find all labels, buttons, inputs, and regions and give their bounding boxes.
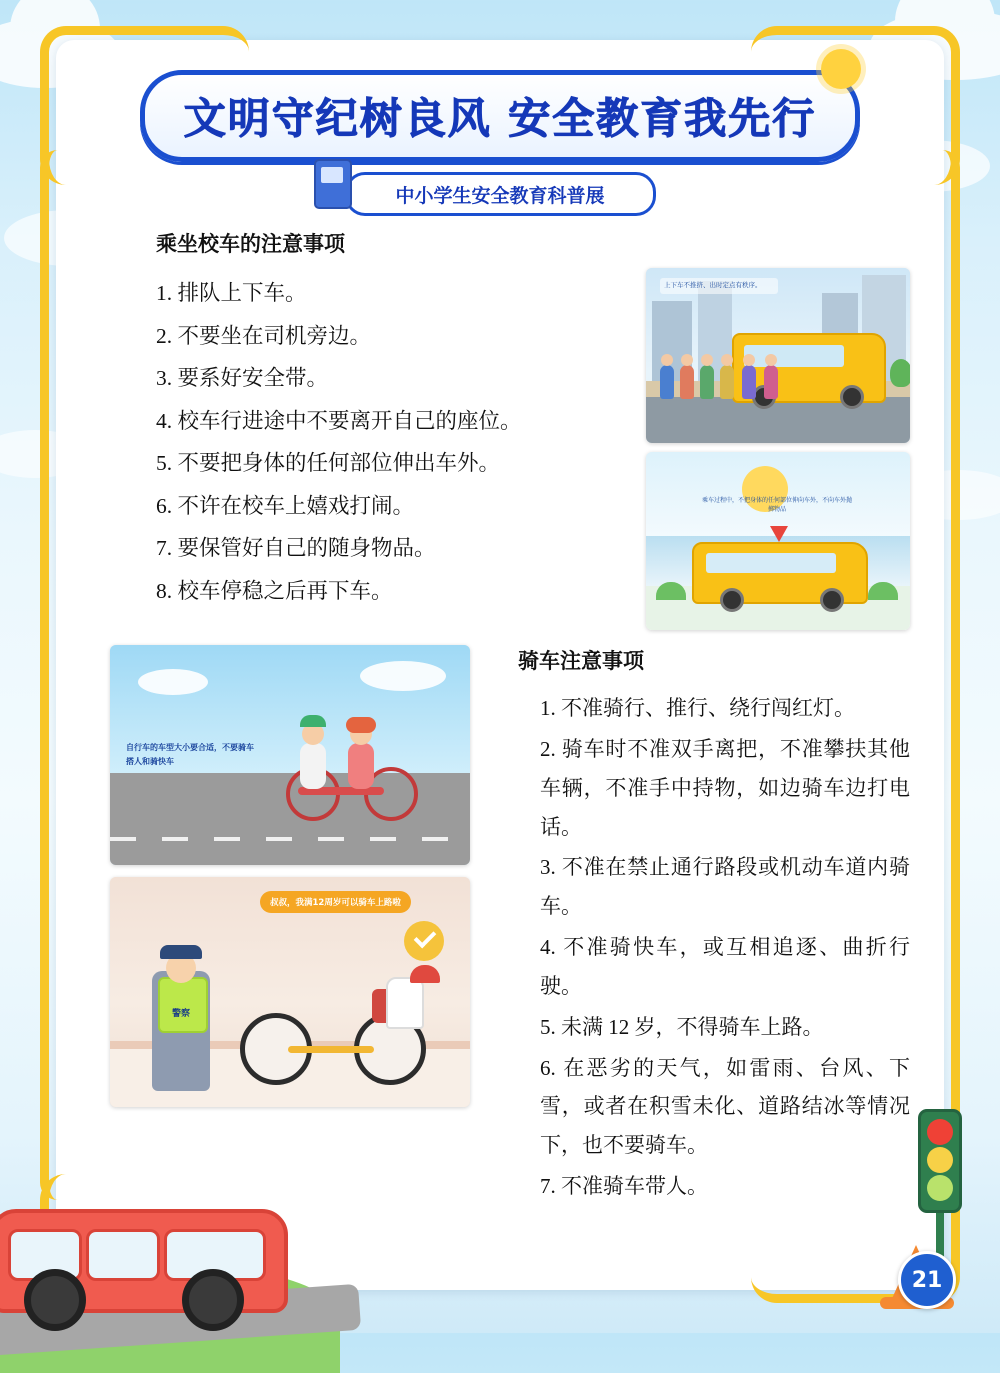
book-icon [314,159,352,209]
traffic-light [918,1109,962,1213]
road-marking [110,837,470,841]
illustration-bus-evening [646,452,910,630]
student-rider-figure [386,977,424,1029]
list-item: 4. 不准骑快车，或互相追逐、曲折行驶。 [540,935,910,998]
frame-edge-right [925,150,960,1200]
illustration-caption: 自行车的车型大小要合适，不要骑车搭人和骑快车 [126,743,254,766]
sun-icon [821,49,861,89]
list-item: 8. 校车停稳之后再下车。 [156,578,393,603]
rider-back [348,743,374,789]
student-figure [764,365,778,399]
cap-icon [300,715,326,727]
page-header [140,70,860,216]
traffic-light-green-lamp [927,1175,953,1201]
section-school-bus [156,228,586,613]
tree-shape [890,359,910,387]
list-item: 3. 不准在禁止通行路段或机动车道内骑车。 [540,855,910,919]
car-wheel [182,1269,244,1331]
cloud-decoration [138,669,208,695]
page-number-badge: 21 [898,1251,956,1309]
list-item: 2. 骑车时不准双手离把，不准攀扶其他车辆，不准手中持物，如边骑车边打电话。 [540,736,910,839]
traffic-light-housing [918,1109,962,1213]
speech-bubble: 叔叔，我满12周岁可以骑车上路啦 [260,891,411,913]
list-item: 5. 不要把身体的任何部位伸出车外。 [156,451,501,476]
section-title-cycling: 骑车注意事项 [518,649,644,673]
hair-shape [346,717,376,733]
school-bus-shape [692,542,868,604]
page-title: 文明守纪树良风 安全教育我先行 [183,94,817,143]
student-figure [680,365,694,399]
frame-edge-left [40,150,75,1200]
subtitle-pill [345,172,656,216]
down-arrow-icon [770,526,788,542]
check-icon [404,921,444,961]
section-cycling [518,645,910,1208]
road-shape [646,397,910,443]
list-item: 1. 排队上下车。 [156,281,307,305]
list-item: 2. 不要坐在司机旁边。 [156,323,372,348]
bus-window [706,553,836,573]
list-item: 6. 不许在校车上嬉戏打闹。 [156,493,415,518]
list-item: 6. 在恶劣的天气，如雷雨、台风、下雪，或者在积雪未化、道路结冰等情况下，也不要骑车。 [540,1055,910,1158]
bicycle-frame [288,1046,374,1053]
car-window [86,1229,160,1281]
section-title-school-bus: 乘坐校车的注意事项 [156,232,345,256]
list-item: 4. 校车行进途中不要离开自己的座位。 [156,408,522,433]
illustration-caption: 乘车过程中，不把身体的任何部位伸向车外，不向车外抛掷物品 [702,497,853,514]
traffic-light-red-lamp [927,1119,953,1145]
page-subtitle: 中小学生安全教育科普展 [395,184,605,207]
rider-front [300,743,326,789]
police-cap-icon [160,945,202,959]
list-item: 3. 要系好安全带。 [156,366,329,391]
list-item: 7. 要保管好自己的随身物品。 [156,536,436,561]
car-wheel [24,1269,86,1331]
list-item: 1. 不准骑行、推行、绕行闯红灯。 [540,696,855,720]
bus-wheel [840,385,864,409]
officer-label: 警察 [171,1009,190,1019]
student-figure [742,365,756,399]
cartoon-car [0,1189,300,1339]
student-figure [720,365,734,399]
title-banner [140,70,860,162]
bus-window [744,345,844,367]
bus-wheel [720,588,744,612]
traffic-light-yellow-lamp [927,1147,953,1173]
cloud-decoration [360,661,446,691]
safety-vest [158,977,208,1033]
student-figure [660,365,674,399]
list-item: 5. 未满 12 岁，不得骑车上路。 [540,1014,824,1039]
student-figure [700,365,714,399]
illustration-tandem-bike [110,645,470,865]
illustration-police-bike [110,877,470,1107]
bus-wheel [820,588,844,612]
illustration-caption: 上下车不推挤、出时定点有秩序。 [660,278,778,294]
illustration-bus-stop [646,268,910,443]
list-item: 7. 不准骑车带人。 [540,1174,708,1199]
